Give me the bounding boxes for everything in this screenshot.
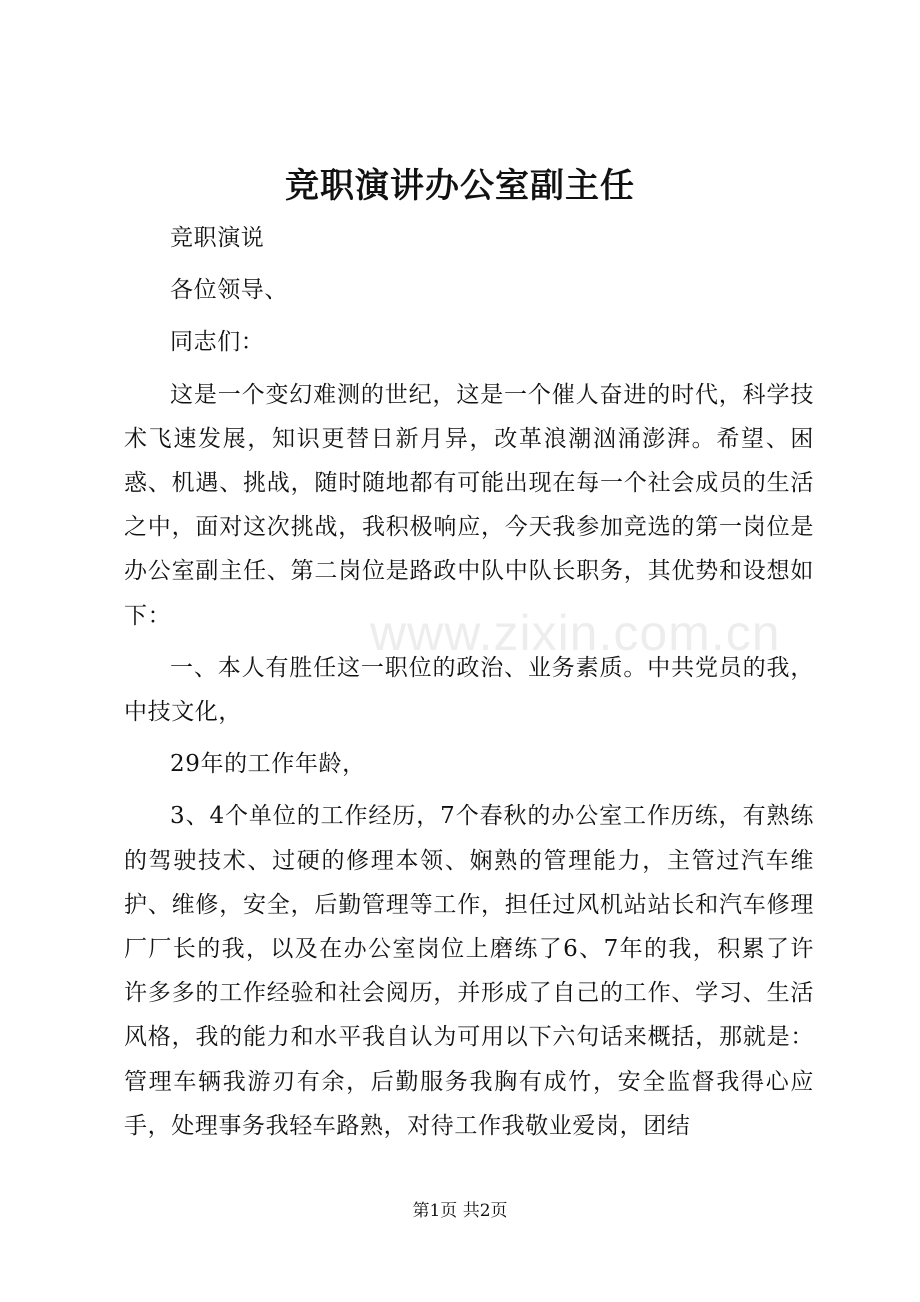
document-title: 竞职演讲办公室副主任 <box>285 166 635 206</box>
paragraph-intro: 这是一个变幻难测的世纪，这是一个催人奋进的时代，科学技术飞速发展，知识更替日新月异，改革浪潮汹涌澎湃。希望、困惑、机遇、挑战，随时随地都有可能出现在每一个社会成员的生活之中，面对这次挑战，我积极响应，今天我参加竞选的第一岗位是办公室副主任、第二岗位是路政中队中队长职务，其优势和设想如下： <box>124 381 814 629</box>
watermark: www.zixin.com.cn <box>370 605 781 661</box>
paragraph-work-age: 29年的工作年龄， <box>170 751 366 778</box>
paragraph-experience: 3、4个单位的工作经历，7个春秋的办公室工作历练，有熟练的驾驶技术、过硬的修理本领、娴熟的管理能力，主管过汽车维护、维修，安全，后勤管理等工作，担任过风机站站长和汽车修理厂厂长的我，以及在办公室岗位上磨练了6、7年的我，积累了许许多多的工作经验和社会阅历，并形成了自己的工作、学习、生活风格，我的能力和水平我自认为可用以下六句话来概括，那就是：管理车辆我游刃有余，后勤服务我胸有成竹，安全监督我得心应手，处理事务我轻车路熟，对待工作我敬业爱岗，团结 <box>124 803 814 1139</box>
paragraph-greeting-title: 竞职演说 <box>170 225 265 251</box>
paragraph-salutation-1: 各位领导、 <box>170 277 288 304</box>
document-body <box>124 216 814 1148</box>
page-number-footer: 第1页 共2页 <box>412 1201 508 1221</box>
paragraph-salutation-2: 同志们： <box>170 329 265 356</box>
paragraph-point-one: 一、本人有胜任这一职位的政治、业务素质。中共党员的我，中技文化， <box>124 654 814 726</box>
